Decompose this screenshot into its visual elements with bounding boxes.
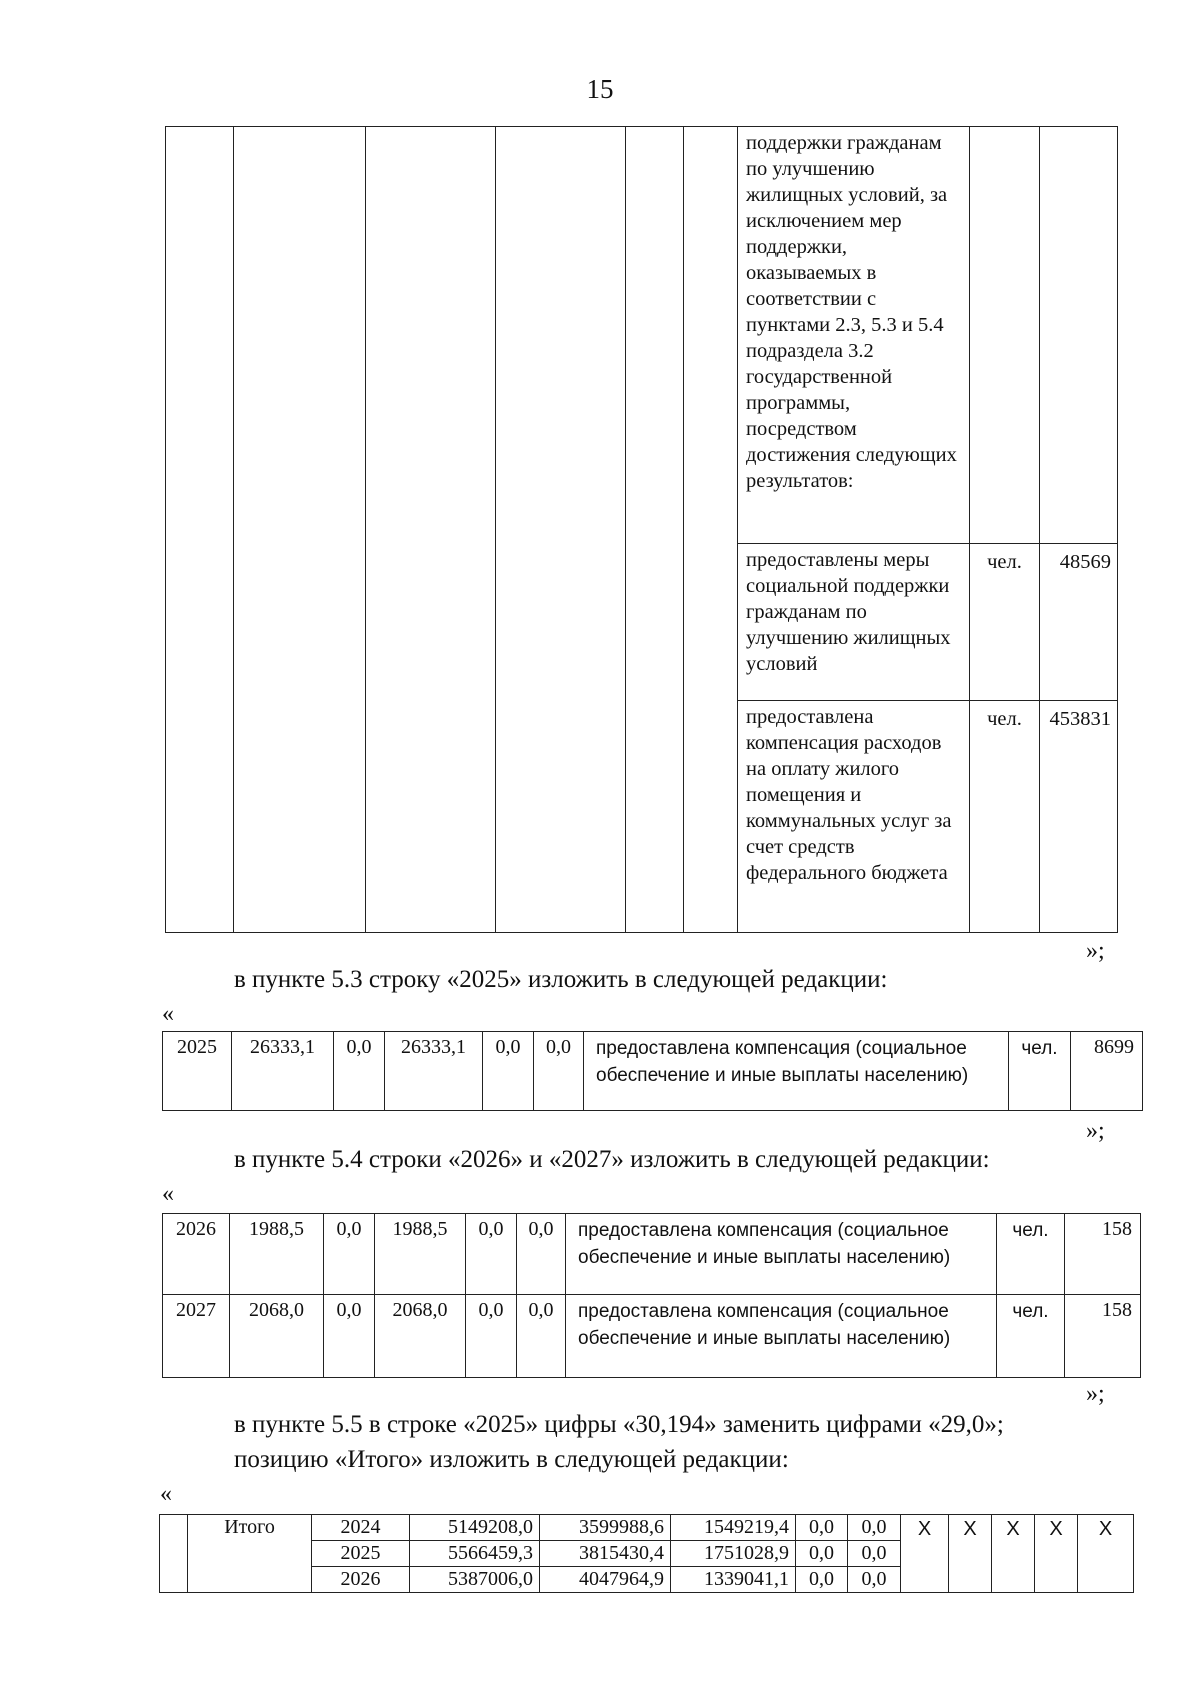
amount-cell: 2068,0 — [375, 1295, 466, 1378]
result-description: предоставлена компенсация расходов на оплату жилого помещения и коммунальных услуг за счет средств федерального бюджета — [738, 701, 970, 933]
empty-cell — [366, 127, 496, 933]
amount-cell: 0,0 — [848, 1567, 901, 1593]
amount-cell: 0,0 — [483, 1032, 534, 1111]
result-description: предоставлена компенсация (социальное обеспечение и иные выплаты населению) — [566, 1214, 997, 1295]
year-cell: 2025 — [163, 1032, 232, 1111]
empty-cell — [1040, 127, 1118, 544]
amount-cell: 0,0 — [324, 1295, 375, 1378]
result-intro-cell: поддержки гражданам по улучшению жилищных условий, за исключением мер поддержки, оказываемых в соответствии с пунктами 2.3, 5.3 и 5.4 подраздела 3.2 государственной программы, посредством достижения следующих результатов: — [738, 127, 970, 544]
closing-quote: »; — [1086, 1118, 1105, 1144]
empty-cell — [626, 127, 684, 933]
amount-cell: 5387006,0 — [410, 1567, 540, 1593]
table-5-3 — [162, 1031, 1143, 1111]
x-mark: X — [992, 1515, 1035, 1593]
year-cell: 2027 — [163, 1295, 230, 1378]
empty-cell — [160, 1515, 188, 1593]
opening-quote: « — [160, 1481, 172, 1507]
amount-cell: 0,0 — [848, 1541, 901, 1567]
amount-cell: 4047964,9 — [540, 1567, 671, 1593]
amount-cell: 0,0 — [334, 1032, 385, 1111]
closing-quote: »; — [1086, 1381, 1105, 1407]
totals-table — [159, 1514, 1134, 1593]
empty-cell — [496, 127, 626, 933]
amount-cell: 0,0 — [796, 1567, 848, 1593]
table-5-4 — [162, 1213, 1141, 1378]
result-unit: чел. — [997, 1214, 1065, 1295]
result-unit: чел. — [970, 701, 1040, 933]
amount-cell: 0,0 — [848, 1515, 901, 1541]
year-cell: 2024 — [312, 1515, 410, 1541]
continuation-table — [165, 126, 1118, 933]
amount-cell: 0,0 — [324, 1214, 375, 1295]
amount-cell: 0,0 — [796, 1541, 848, 1567]
amount-cell: 26333,1 — [232, 1032, 334, 1111]
result-value: 48569 — [1040, 544, 1118, 701]
x-mark: X — [949, 1515, 992, 1593]
amount-cell: 0,0 — [466, 1295, 517, 1378]
amount-cell: 0,0 — [517, 1214, 566, 1295]
year-cell: 2026 — [163, 1214, 230, 1295]
amount-cell: 1751028,9 — [671, 1541, 796, 1567]
year-cell: 2025 — [312, 1541, 410, 1567]
x-mark: X — [901, 1515, 949, 1593]
amount-cell: 5149208,0 — [410, 1515, 540, 1541]
amount-cell: 0,0 — [796, 1515, 848, 1541]
amount-cell: 1988,5 — [375, 1214, 466, 1295]
amount-cell: 3599988,6 — [540, 1515, 671, 1541]
result-unit: чел. — [1009, 1032, 1071, 1111]
result-description: предоставлены меры социальной поддержки гражданам по улучшению жилищных условий — [738, 544, 970, 701]
instruction-paragraph: в пункте 5.3 строку «2025» изложить в следующей редакции: — [234, 966, 888, 993]
x-mark: X — [1078, 1515, 1134, 1593]
amount-cell: 0,0 — [466, 1214, 517, 1295]
year-cell: 2026 — [312, 1567, 410, 1593]
result-unit: чел. — [997, 1295, 1065, 1378]
amount-cell: 1988,5 — [230, 1214, 324, 1295]
instruction-paragraph: в пункте 5.5 в строке «2025» цифры «30,194» заменить цифрами «29,0»; — [234, 1411, 1004, 1438]
amount-cell: 5566459,3 — [410, 1541, 540, 1567]
page-number: 15 — [586, 74, 614, 104]
result-value: 158 — [1065, 1295, 1141, 1378]
empty-cell — [166, 127, 234, 933]
amount-cell: 3815430,4 — [540, 1541, 671, 1567]
amount-cell: 2068,0 — [230, 1295, 324, 1378]
instruction-paragraph: позицию «Итого» изложить в следующей редакции: — [234, 1446, 789, 1473]
result-description: предоставлена компенсация (социальное обеспечение и иные выплаты населению) — [584, 1032, 1009, 1111]
empty-cell — [970, 127, 1040, 544]
empty-cell — [234, 127, 366, 933]
instruction-paragraph: в пункте 5.4 строки «2026» и «2027» изложить в следующей редакции: — [234, 1146, 990, 1173]
result-value: 453831 — [1040, 701, 1118, 933]
amount-cell: 26333,1 — [385, 1032, 483, 1111]
result-unit: чел. — [970, 544, 1040, 701]
result-value: 8699 — [1071, 1032, 1143, 1111]
result-value: 158 — [1065, 1214, 1141, 1295]
amount-cell: 1549219,4 — [671, 1515, 796, 1541]
empty-cell — [684, 127, 738, 933]
amount-cell: 1339041,1 — [671, 1567, 796, 1593]
totals-label: Итого — [188, 1515, 312, 1593]
amount-cell: 0,0 — [534, 1032, 584, 1111]
opening-quote: « — [162, 1181, 174, 1207]
x-mark: X — [1035, 1515, 1078, 1593]
opening-quote: « — [162, 1001, 174, 1027]
closing-quote: »; — [1086, 938, 1105, 964]
amount-cell: 0,0 — [517, 1295, 566, 1378]
result-description: предоставлена компенсация (социальное обеспечение и иные выплаты населению) — [566, 1295, 997, 1378]
